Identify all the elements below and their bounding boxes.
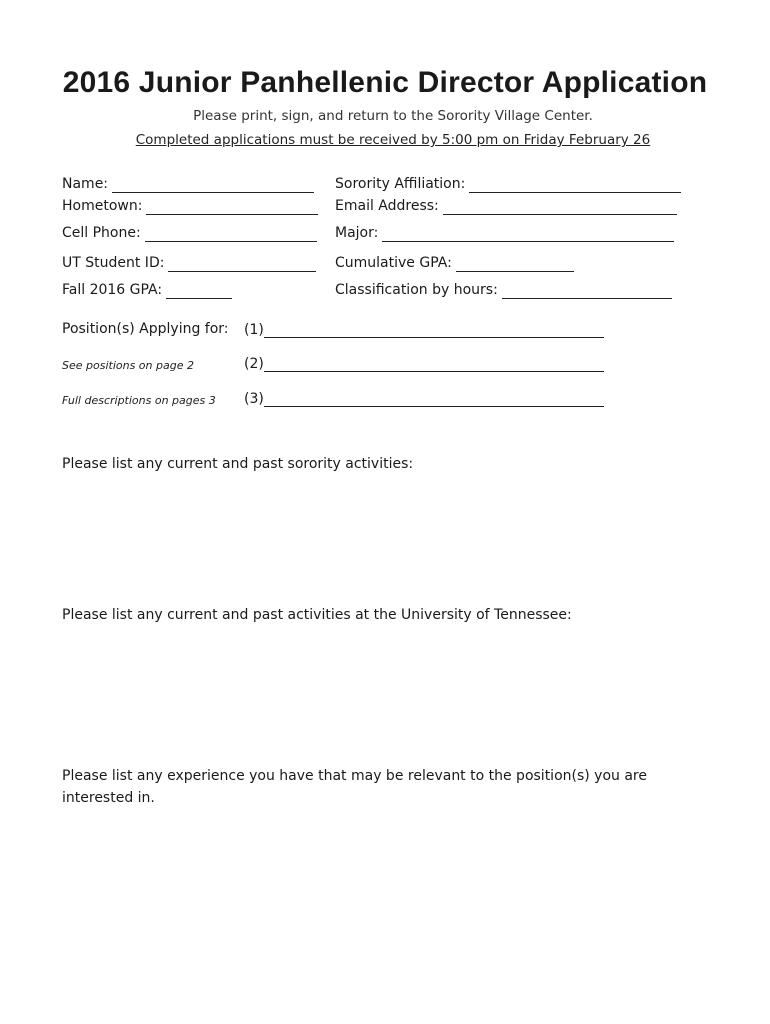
cell-phone-label: Cell Phone: <box>62 225 141 241</box>
name-blank[interactable] <box>112 178 314 193</box>
major-blank[interactable] <box>382 227 674 242</box>
position-choice-3-blank[interactable] <box>264 392 604 407</box>
page-title: 2016 Junior Panhellenic Director Application <box>62 66 708 99</box>
position-choice-1-label: (1) <box>244 322 264 338</box>
position-choice-2[interactable] <box>244 356 604 372</box>
sorority-affiliation-field[interactable] <box>335 175 681 193</box>
hometown-blank[interactable] <box>146 200 318 215</box>
positions-label: Position(s) Applying for: <box>62 321 229 337</box>
hometown-field[interactable] <box>62 197 318 215</box>
email-address-blank[interactable] <box>443 200 677 215</box>
cumulative-gpa-label: Cumulative GPA: <box>335 255 452 271</box>
ut-activities-prompt: Please list any current and past activities at the University of Tennessee: <box>62 607 572 623</box>
fall-gpa-field[interactable] <box>62 281 232 299</box>
cumulative-gpa-field[interactable] <box>335 254 574 272</box>
position-choice-1[interactable] <box>244 322 604 338</box>
positions-note: See positions on page 2 <box>62 359 194 372</box>
instructions-text: Please print, sign, and return to the Sorority Village Center. <box>193 108 593 124</box>
classification-label: Classification by hours: <box>335 282 498 298</box>
ut-student-id-blank[interactable] <box>168 257 316 272</box>
email-address-label: Email Address: <box>335 198 439 214</box>
fall-gpa-blank[interactable] <box>166 284 232 299</box>
position-choice-3-label: (3) <box>244 391 264 407</box>
major-field[interactable] <box>335 224 674 242</box>
experience-prompt: Please list any experience you have that may be relevant to the position(s) you are interested in. <box>62 768 647 806</box>
position-choice-2-label: (2) <box>244 356 264 372</box>
position-choice-1-blank[interactable] <box>264 323 604 338</box>
major-label: Major: <box>335 225 379 241</box>
name-field[interactable] <box>62 175 314 193</box>
name-label: Name: <box>62 176 109 192</box>
classification-field[interactable] <box>335 281 672 299</box>
sorority-activities-prompt: Please list any current and past sorority activities: <box>62 456 414 472</box>
descriptions-note: Full descriptions on pages 3 <box>62 394 216 407</box>
ut-student-id-label: UT Student ID: <box>62 255 165 271</box>
position-choice-3[interactable] <box>244 391 604 407</box>
classification-blank[interactable] <box>502 284 672 299</box>
position-choice-2-blank[interactable] <box>264 357 604 372</box>
deadline-notice: Completed applications must be received by 5:00 pm on Friday February 26 <box>135 132 651 148</box>
cumulative-gpa-blank[interactable] <box>456 257 574 272</box>
fall-gpa-label: Fall 2016 GPA: <box>62 282 163 298</box>
sorority-affiliation-blank[interactable] <box>469 178 681 193</box>
hometown-label: Hometown: <box>62 198 143 214</box>
cell-phone-blank[interactable] <box>145 227 317 242</box>
ut-student-id-field[interactable] <box>62 254 316 272</box>
sorority-affiliation-label: Sorority Affiliation: <box>335 176 466 192</box>
email-address-field[interactable] <box>335 197 677 215</box>
cell-phone-field[interactable] <box>62 224 317 242</box>
